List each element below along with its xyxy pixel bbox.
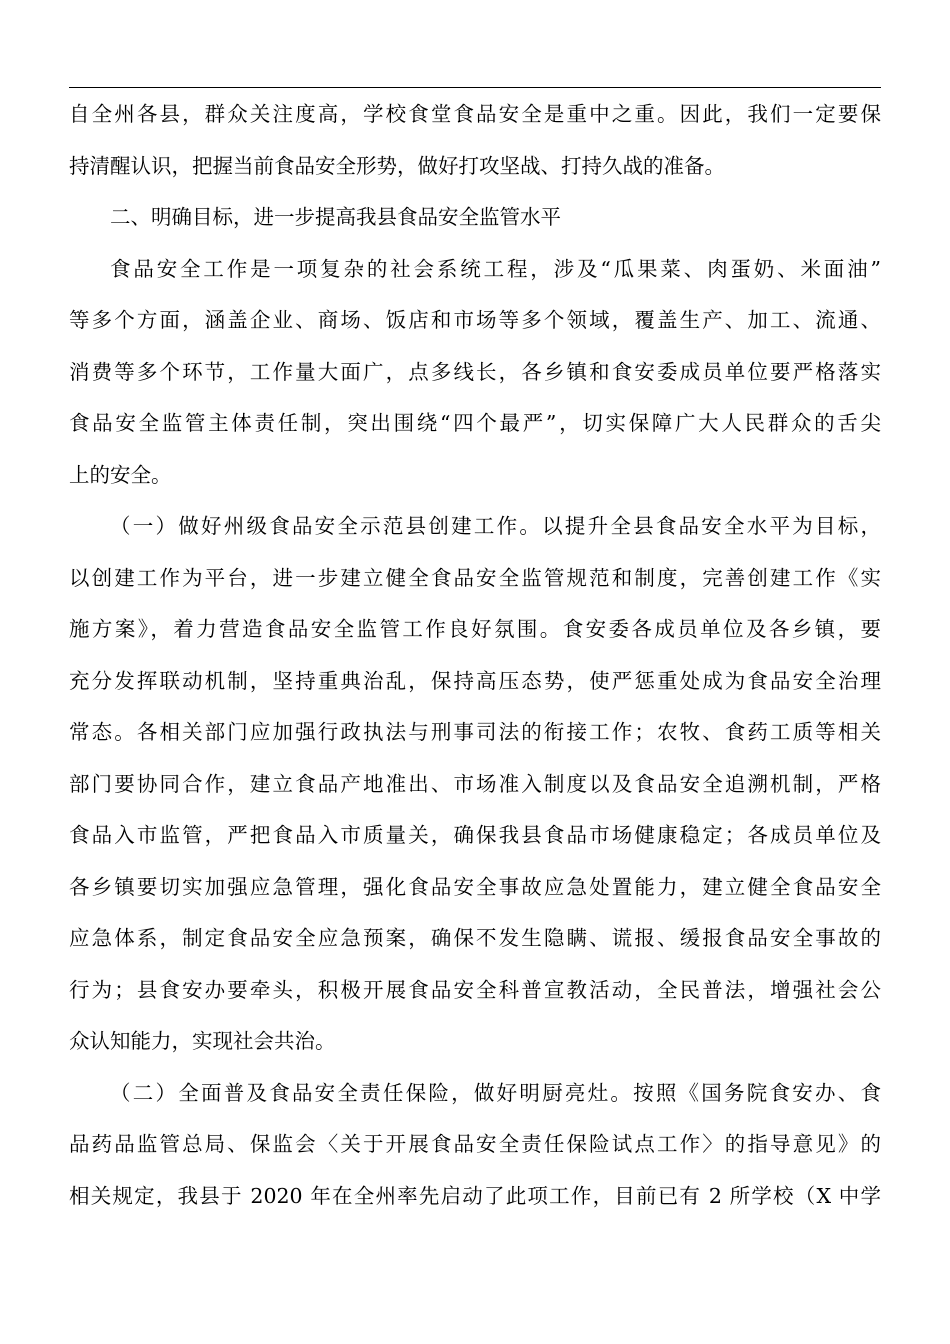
text-line: 上的安全。 [69,462,172,487]
text-line: 食品安全监管主体责任制，突出围绕“四个最严”，切实保障广大人民群众的舌尖 [69,411,881,435]
text-line: 部门要协同合作，建立食品产地准出、市场准入制度以及食品安全追溯机制，严格 [69,771,881,796]
text-line: 各乡镇要切实加强应急管理，强化食品安全事故应急处置能力，建立健全食品安全 [69,874,881,899]
text-line: 自全州各县，群众关注度高，学校食堂食品安全是重中之重。因此，我们一定要保 [69,102,881,126]
text-line: （二）全面普及食品安全责任保险，做好明厨亮灶。按照《国务院食安办、食 [110,1080,881,1105]
section-heading: 二、明确目标，进一步提高我县食品安全监管水平 [110,205,561,229]
text-line: 食品入市监管，严把食品入市质量关，确保我县食品市场健康稳定；各成员单位及 [69,823,881,847]
text-line: （一）做好州级食品安全示范县创建工作。以提升全县食品安全水平为目标， [110,514,881,538]
text-line: 消费等多个环节，工作量大面广，点多线长，各乡镇和食安委成员单位要严格落实 [69,359,881,384]
text-line: 众认知能力，实现社会共治。 [69,1029,336,1053]
text-line: 应急体系，制定食品安全应急预案，确保不发生隐瞒、谎报、缓报食品安全事故的 [69,926,881,950]
header-rule [69,87,881,88]
text-line: 常态。各相关部门应加强行政执法与刑事司法的衔接工作；农牧、食药工质等相关 [69,720,881,744]
text-line: 行为；县食安办要牵头，积极开展食品安全科普宣教活动，全民普法，增强社会公 [69,977,881,1002]
document-body [69,89,881,1222]
text-line: 等多个方面，涵盖企业、商场、饭店和市场等多个领域，覆盖生产、加工、流通、 [69,308,881,332]
text-line: 充分发挥联动机制，坚持重典治乱，保持高压态势，使严惩重处成为食品安全治理 [69,668,881,693]
text-line: 以创建工作为平台，进一步建立健全食品安全监管规范和制度，完善创建工作《实 [69,565,881,590]
text-line: 食品安全工作是一项复杂的社会系统工程，涉及“瓜果菜、肉蛋奶、米面油” [110,256,881,281]
text-line: 品药品监管总局、保监会〈关于开展食品安全责任保险试点工作〉的指导意见》的 [69,1132,881,1156]
text-line: 持清醒认识，把握当前食品安全形势，做好打攻坚战、打持久战的准备。 [69,153,725,178]
text-line: 相关规定，我县于 2020 年在全州率先启动了此项工作，目前已有 2 所学校（X 中学 [69,1183,881,1208]
text-line: 施方案》，着力营造食品安全监管工作良好氛围。食安委各成员单位及各乡镇，要 [69,617,881,641]
